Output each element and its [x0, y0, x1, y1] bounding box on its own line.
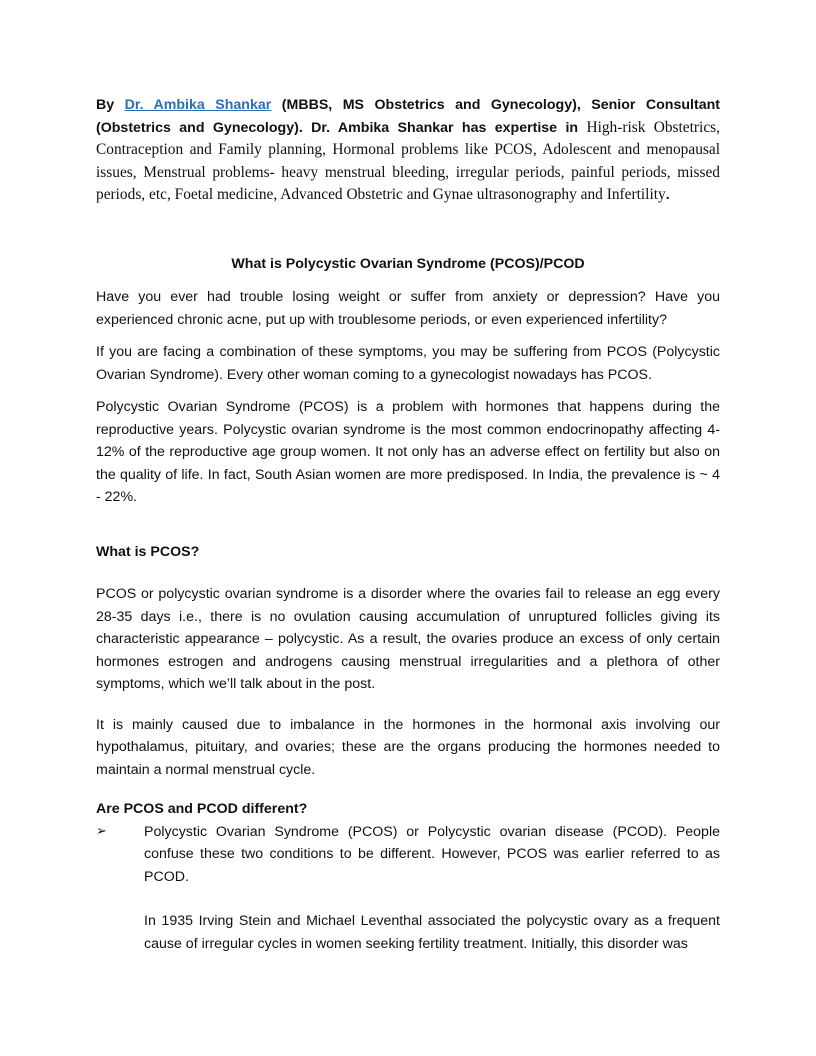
byline-prefix: By [96, 97, 115, 113]
author-link[interactable]: Dr. Ambika Shankar [124, 97, 272, 113]
arrow-bullet-icon: ➢ [96, 823, 107, 839]
paragraph: Have you ever had trouble losing weight or suffer from anxiety or depression? Have you experienced chronic acne, put up with troublesome periods, or even experienced infertility? [96, 289, 720, 328]
document-page [96, 94, 720, 955]
section-title-pcos-vs-pcod: Are PCOS and PCOD different? [96, 801, 308, 817]
author-byline [96, 94, 720, 207]
paragraph: In 1935 Irving Stein and Michael Leventhal associated the polycystic ovary as a frequent cause of irregular cycles in women seeking fertility treatment. Initially, this disorder was [144, 913, 720, 952]
paragraph: It is mainly caused due to imbalance in the hormones in the hormonal axis involving our hypothalamus, pituitary, and ovaries; these are the organs producing the hormones needed to maintain a normal menstrual cycle. [96, 716, 720, 778]
author-credentials: (MBBS, MS Obstetrics and Gynecology), Senior Consultant (Obstetrics and Gynecology). Dr. Ambika Shankar has expertise in [96, 97, 720, 136]
list-item [96, 821, 720, 889]
paragraph: Polycystic Ovarian Syndrome (PCOS) is a problem with hormones that happens during the reproductive years. Polycystic ovarian syndrome is the most common endocrinopathy affecting 4-12% of the reproductive age group women. It not only has an adverse effect on fertility but also on the quality of life. In fact, South Asian women are more predisposed. In India, the prevalence is ~ 4 - 22%. [96, 399, 720, 505]
section-title-what-is-pcos-pcod: What is Polycystic Ovarian Syndrome (PCOS)/PCOD [231, 255, 585, 272]
byline-end: . [665, 187, 670, 203]
paragraph: PCOS or polycystic ovarian syndrome is a disorder where the ovaries fail to release an egg every 28-35 days i.e., there is no ovulation causing accumulation of unruptured follicles giving its characteristic appearance – polycystic. As a result, the ovaries produce an excess of only certain hormones estrogen and androgens causing menstrual irregularities and a plethora of other symptoms, which we’ll talk about in the post. [96, 586, 720, 692]
section-title-what-is-pcos: What is PCOS? [96, 543, 200, 560]
author-expertise: High-risk Obstetrics, Contraception and Family planning, Hormonal problems like PCOS, Adolescent and menopausal issues, Menstrual problems- heavy menstrual bleeding, irregular periods, painful periods, missed periods, etc, Foetal medicine, Advanced Obstetric and Gynae ultrasonography and Infertility [96, 118, 720, 203]
paragraph: If you are facing a combination of these symptoms, you may be suffering from PCOS (Polycystic Ovarian Syndrome). Every other woman coming to a gynecologist nowadays has PCOS. [96, 344, 720, 383]
bullet-text: Polycystic Ovarian Syndrome (PCOS) or Polycystic ovarian disease (PCOD). People confuse these two conditions to be different. However, PCOS was earlier referred to as PCOD. [144, 823, 720, 885]
